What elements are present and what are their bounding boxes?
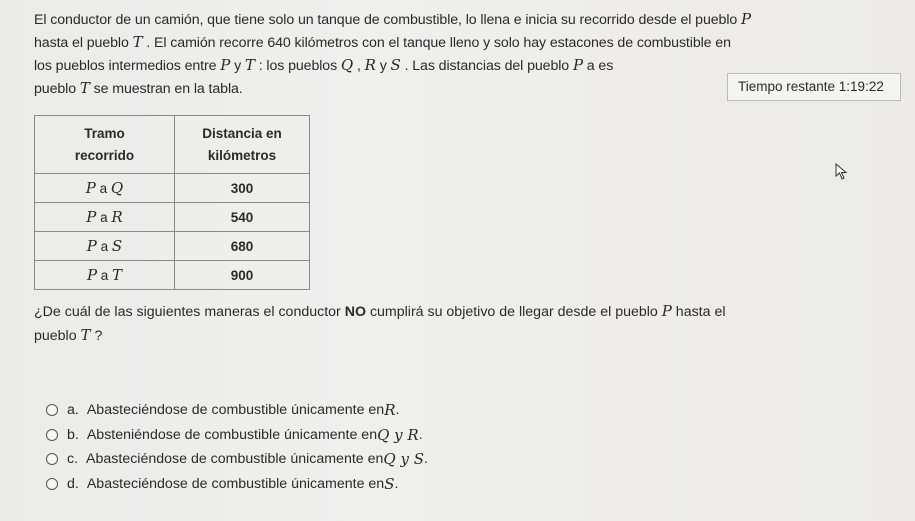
radio-button-a[interactable] — [46, 404, 58, 416]
option-letter: d. — [67, 475, 79, 492]
var-r: R — [364, 56, 376, 74]
option-label: Abasteciéndose de combustible únicamente en — [86, 475, 385, 492]
table-cell-distance: 680 — [175, 232, 310, 261]
question-line-2 — [34, 31, 884, 54]
radio-button-b[interactable] — [46, 429, 58, 441]
var-p: P — [572, 56, 583, 74]
option-letter: b. — [67, 426, 79, 443]
table-cell-distance: 900 — [175, 261, 310, 290]
tramo-separator: a — [96, 239, 112, 254]
var-p: P — [741, 10, 752, 28]
table-cell-tramo — [35, 203, 175, 232]
tramo-separator: a — [95, 181, 111, 196]
question-text-segment: El conductor de un camión, que tiene solo un tanque de combustible, lo llena e inicia su recorrido desde el pueblo — [34, 12, 742, 28]
tramo-separator: a — [97, 268, 113, 283]
var-t: T — [132, 33, 143, 51]
option-letter: a. — [67, 402, 79, 419]
option-vars: S — [384, 474, 395, 493]
header-text: Distancia en — [202, 125, 282, 141]
prompt-text-segment: hasta el — [671, 304, 726, 320]
option-d[interactable] — [46, 472, 428, 497]
radio-button-d[interactable] — [46, 478, 58, 490]
question-text-segment: hasta el pueblo — [34, 35, 133, 51]
option-vars: Q y R — [377, 425, 419, 444]
distance-table — [34, 115, 310, 290]
option-end: . — [423, 451, 428, 468]
var-to: T — [112, 266, 123, 284]
var-q: Q — [340, 56, 354, 74]
prompt-line-2 — [34, 324, 884, 348]
question-text-segment: y — [230, 58, 245, 74]
table-cell-distance: 540 — [175, 203, 310, 232]
var-s: S — [390, 56, 401, 74]
prompt-line-1 — [34, 300, 884, 324]
option-b[interactable] — [46, 423, 428, 448]
prompt-text-segment: pueblo — [34, 328, 81, 344]
header-text: kilómetros — [207, 147, 277, 163]
question-text-segment: los pueblos intermedios entre — [34, 58, 221, 74]
table-header-tramo — [35, 116, 175, 174]
var-p: P — [661, 302, 672, 320]
option-end: . — [418, 426, 423, 443]
header-text: recorrido — [74, 147, 135, 163]
table-cell-tramo — [35, 232, 175, 261]
option-vars: Q y S — [383, 450, 424, 469]
table-cell-tramo — [35, 261, 175, 290]
radio-button-c[interactable] — [46, 453, 58, 465]
var-from: P — [86, 208, 97, 226]
prompt-text-segment: ? — [90, 328, 103, 344]
table-header-distancia — [175, 116, 310, 174]
var-from: P — [86, 237, 97, 255]
option-end: . — [395, 402, 400, 419]
question-text-segment: pueblo — [34, 81, 80, 97]
var-t: T — [244, 56, 255, 74]
question-text-segment: a es — [582, 58, 614, 74]
var-to: R — [111, 208, 123, 226]
answer-options — [46, 398, 428, 496]
option-a[interactable] — [46, 398, 428, 423]
question-text-segment: : los pueblos — [254, 58, 341, 74]
option-label: Absteniéndose de combustible únicamente en — [86, 426, 378, 443]
question-text-segment: . El camión recorre 640 kilómetros con el tanque lleno y solo hay estacones de combustible en — [142, 35, 731, 51]
prompt-text-segment: ¿De cuál de las siguientes maneras el conductor — [34, 304, 345, 320]
option-label: Abasteciéndose de combustible únicamente en — [86, 402, 385, 419]
question-text-segment: . Las distancias del pueblo — [400, 58, 573, 74]
var-t: T — [80, 326, 91, 344]
time-remaining-badge: Tiempo restante 1:19:22 — [727, 73, 901, 101]
table-cell-distance: 300 — [175, 174, 310, 203]
option-letter: c. — [67, 451, 79, 468]
question-text-segment: y — [375, 58, 391, 74]
prompt-emphasis: NO — [344, 304, 366, 320]
table-cell-tramo — [35, 174, 175, 203]
question-text-segment: , — [353, 58, 365, 74]
var-from: P — [85, 179, 96, 197]
option-end: . — [394, 475, 399, 492]
table-row — [35, 174, 310, 203]
option-vars: R — [384, 401, 396, 420]
var-t: T — [79, 79, 90, 97]
table-row — [35, 232, 310, 261]
mouse-pointer-icon — [835, 163, 849, 181]
table-row — [35, 261, 310, 290]
table-row — [35, 203, 310, 232]
prompt-text — [34, 300, 884, 348]
option-label: Abasteciéndose de combustible únicamente en — [86, 451, 384, 468]
question-line-1 — [34, 8, 884, 31]
table-header-row — [35, 116, 310, 174]
header-text: Tramo — [84, 125, 125, 141]
tramo-separator: a — [96, 210, 112, 225]
var-from: P — [86, 266, 98, 284]
question-text-segment: se muestran en la tabla. — [89, 81, 243, 97]
var-to: S — [111, 237, 123, 255]
var-to: Q — [110, 179, 124, 197]
prompt-text-segment: cumplirá su objetivo de llegar desde el pueblo — [366, 304, 662, 320]
var-p: P — [220, 56, 231, 74]
option-c[interactable] — [46, 447, 428, 472]
